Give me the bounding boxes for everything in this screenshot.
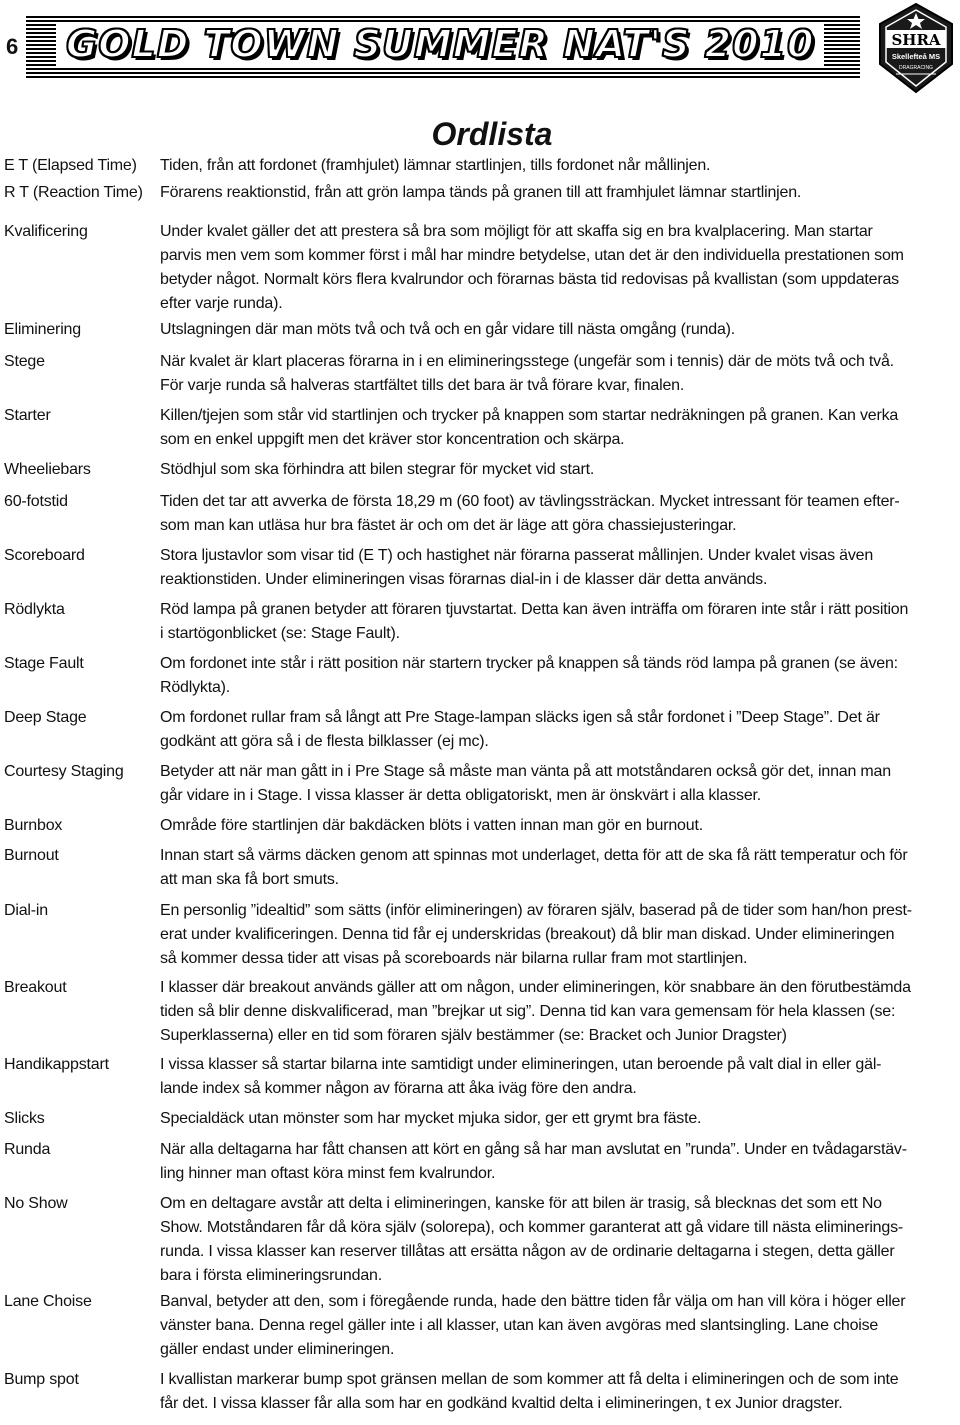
- glossary-term: Bump spot: [4, 1371, 79, 1388]
- glossary-definition: Banval, betyder att den, som i föregående runda, hade den bättre tiden får välja om han vill köra i höger eller vänster bana. Denna regel gäller inte i all klasser, utan kan även avgöras med slantsingling. Lane choise gäller endast under elimineringen.: [160, 1293, 906, 1358]
- page-header: [0, 0, 960, 100]
- glossary-entry: [4, 598, 960, 646]
- glossary-term: Burnout: [4, 847, 59, 864]
- glossary-entry: [4, 1192, 960, 1288]
- glossary-definition: I klasser där breakout används gäller att om någon, under elimineringen, kör snabbare än den förutbestämda tiden så blir denne diskvalificerad, man ”brejkar ut sig”. Denna tid kan vara gemensam för hela klassen (se: Superklasserna) eller en tid som föraren själv bestämmer (se: Bracket och Junior Dragster): [160, 979, 911, 1044]
- glossary-entry: [4, 181, 960, 205]
- glossary-entry: [4, 976, 960, 1048]
- glossary-definition: Förarens reaktionstid, från att grön lampa tänds på granen till att framhjulet lämnar startlinjen.: [160, 184, 802, 201]
- glossary-entry: [4, 814, 960, 838]
- glossary-definition: Tiden, från att fordonet (framhjulet) lämnar startlinjen, tills fordonet når mållinjen.: [160, 157, 711, 174]
- glossary-term: Stege: [4, 353, 45, 370]
- logo-sub-text: Skellefteå MS: [891, 52, 941, 61]
- glossary-definition: Om en deltagare avstår att delta i elimineringen, kanske för att bilen är trasig, så blecknas det som ett No Show. Motståndaren får då köra själv (solorepa), och kommer garanterat att gå vidare till nästa eliminerings- runda. I vissa klasser kan reserver tillåtas att ersätta någon av de ordinarie deltagarna i stegen, detta gäller bara i första elimineringsrundan.: [160, 1195, 904, 1284]
- glossary-term: Courtesy Staging: [4, 763, 124, 780]
- glossary-definition: När alla deltagarna har fått chansen att kört en gång så har man avslutat en ”runda”. Under en tvådagarstäv- ling hinner man oftast köra minst fem kvalrundor.: [160, 1141, 907, 1182]
- glossary-entry: [4, 899, 960, 971]
- document-title: [0, 116, 960, 153]
- glossary-definition: I kvallistan markerar bump spot gränsen mellan de som kommer att få delta i elimineringen och de som inte får det. I vissa klasser får alla som har en godkänd kvaltid delta i elimineringen, t ex Junior dragster.: [160, 1371, 899, 1412]
- glossary-definition: Specialdäck utan mönster som har mycket mjuka sidor, ger ett grymt bra fäste.: [160, 1110, 702, 1127]
- glossary-definition: I vissa klasser så startar bilarna inte samtidigt under elimineringen, utan beroende på valt dial in eller gäl- lande index så kommer någon av förarna att åka iväg före den andra.: [160, 1056, 882, 1097]
- glossary-term: Lane Choise: [4, 1293, 92, 1310]
- glossary-entry: [4, 154, 960, 178]
- glossary-term: Starter: [4, 407, 51, 424]
- document-title-text: Ordlista: [431, 116, 553, 152]
- glossary-term: Rödlykta: [4, 601, 65, 618]
- glossary-entry: [4, 404, 960, 452]
- glossary-entry: [4, 490, 960, 538]
- logo-main-text: SHRA: [891, 31, 941, 49]
- glossary-definition: Betyder att när man gått in i Pre Stage så måste man vänta på att motståndaren också gör det, innan man går vidare in i Stage. I vissa klasser är detta obligatoriskt, men är önskvärt i alla klasser.: [160, 763, 891, 804]
- glossary-definition: Röd lampa på granen betyder att föraren tjuvstartat. Detta kan även inträffa om föraren inte står i rätt position i startögonblicket (se: Stage Fault).: [160, 601, 909, 642]
- glossary-entry: [4, 220, 960, 316]
- glossary-term: R T (Reaction Time): [4, 184, 143, 201]
- glossary-term: Deep Stage: [4, 709, 87, 726]
- glossary-term: Wheeliebars: [4, 461, 91, 478]
- glossary-term: Burnbox: [4, 817, 63, 834]
- glossary-definition: Killen/tjejen som står vid startlinjen och trycker på knappen som startar nedräkningen på granen. Kan verka som en enkel uppgift men det kräver stor koncentration och skärpa.: [160, 407, 899, 448]
- page-number: 6: [6, 34, 19, 59]
- glossary-definition: Under kvalet gäller det att prestera så bra som möjligt för att skaffa sig en bra kvalplacering. Man startar parvis men vem som kommer först i mål har mindre betydelse, utan det är den individuella prestationen som betyder något. Normalt körs flera kvalrundor och förarnas bästa tid redovisas på kvallistan (som uppdateras efter varje runda).: [160, 223, 904, 312]
- glossary-entry: [4, 1053, 960, 1101]
- glossary-entry: [4, 544, 960, 592]
- glossary-definition: Stora ljustavlor som visar tid (E T) och hastighet när förarna passerat mållinjen. Under kvalet visas även reaktionstiden. Under elimineringen visas förarnas dial-in i de klasser där detta används.: [160, 547, 874, 588]
- glossary-term: Handikappstart: [4, 1056, 109, 1073]
- glossary-entry: [4, 844, 960, 892]
- glossary-definition: Om fordonet rullar fram så långt att Pre Stage-lampan släcks igen så står fordonet i ”Deep Stage”. Det är godkänt att göra så i de flesta bilklasser (ej mc).: [160, 709, 880, 750]
- glossary-entry: [4, 458, 960, 482]
- glossary-entry: [4, 760, 960, 808]
- glossary-definition: Innan start så värms däcken genom att spinnas mot underlaget, detta för att de ska få rätt temperatur och för att man ska få bort smuts.: [160, 847, 908, 888]
- glossary-entry: [4, 1107, 960, 1131]
- glossary-entry: [4, 318, 960, 342]
- glossary-entry: [4, 652, 960, 700]
- glossary-term: Eliminering: [4, 321, 81, 338]
- glossary-entry: [4, 350, 960, 398]
- logo-small-text: DRAGRACING: [899, 65, 933, 71]
- glossary-term: Dial-in: [4, 902, 48, 919]
- shra-logo: [876, 2, 956, 94]
- glossary-term: E T (Elapsed Time): [4, 157, 137, 174]
- glossary-entry: [4, 1138, 960, 1186]
- glossary-definition: Område före startlinjen där bakdäcken blöts i vatten innan man gör en burnout.: [160, 817, 703, 834]
- glossary-term: Stage Fault: [4, 655, 84, 672]
- glossary-definition: När kvalet är klart placeras förarna in i en elimineringsstege (ungefär som i tennis) där de möts två och två. För varje runda så halveras startfältet tills det bara är två förare kvar, finalen.: [160, 353, 894, 394]
- event-title: GOLD TOWN SUMMER NAT'S 2010: [56, 22, 824, 66]
- glossary-term: 60-fotstid: [4, 493, 68, 510]
- glossary-term: Runda: [4, 1141, 51, 1158]
- glossary-term: Kvalificering: [4, 223, 88, 240]
- glossary-entry: [4, 706, 960, 754]
- glossary-term: Slicks: [4, 1110, 45, 1127]
- glossary-entry: [4, 1290, 960, 1362]
- glossary-definition: En personlig ”idealtid” som sätts (inför elimineringen) av föraren själv, baserad på de tider som han/hon prest- erat under kvalificeringen. Denna tid får ej underskridas (breakout) då blir man diskad. Under elimineringen så kommer dessa tider att visas på scoreboards när bilarna rullar fram mot startlinjen.: [160, 902, 912, 967]
- glossary-entry: [4, 1368, 960, 1416]
- glossary-definition: Om fordonet inte står i rätt position när startern trycker på knappen så tänds röd lampa på granen (se även: Rödlykta).: [160, 655, 898, 696]
- glossary-term: Breakout: [4, 979, 67, 996]
- glossary-term: Scoreboard: [4, 547, 85, 564]
- glossary-term: No Show: [4, 1195, 68, 1212]
- glossary-definition: Tiden det tar att avverka de första 18,29 m (60 foot) av tävlingssträckan. Mycket intressant för teamen efter- som man kan utläsa hur bra fästet är och om det är läge att göra chassiejusteringar.: [160, 493, 900, 534]
- glossary-definition: Utslagningen där man möts två och två och en går vidare till nästa omgång (runda).: [160, 321, 736, 338]
- glossary-definition: Stödhjul som ska förhindra att bilen stegrar för mycket vid start.: [160, 461, 595, 478]
